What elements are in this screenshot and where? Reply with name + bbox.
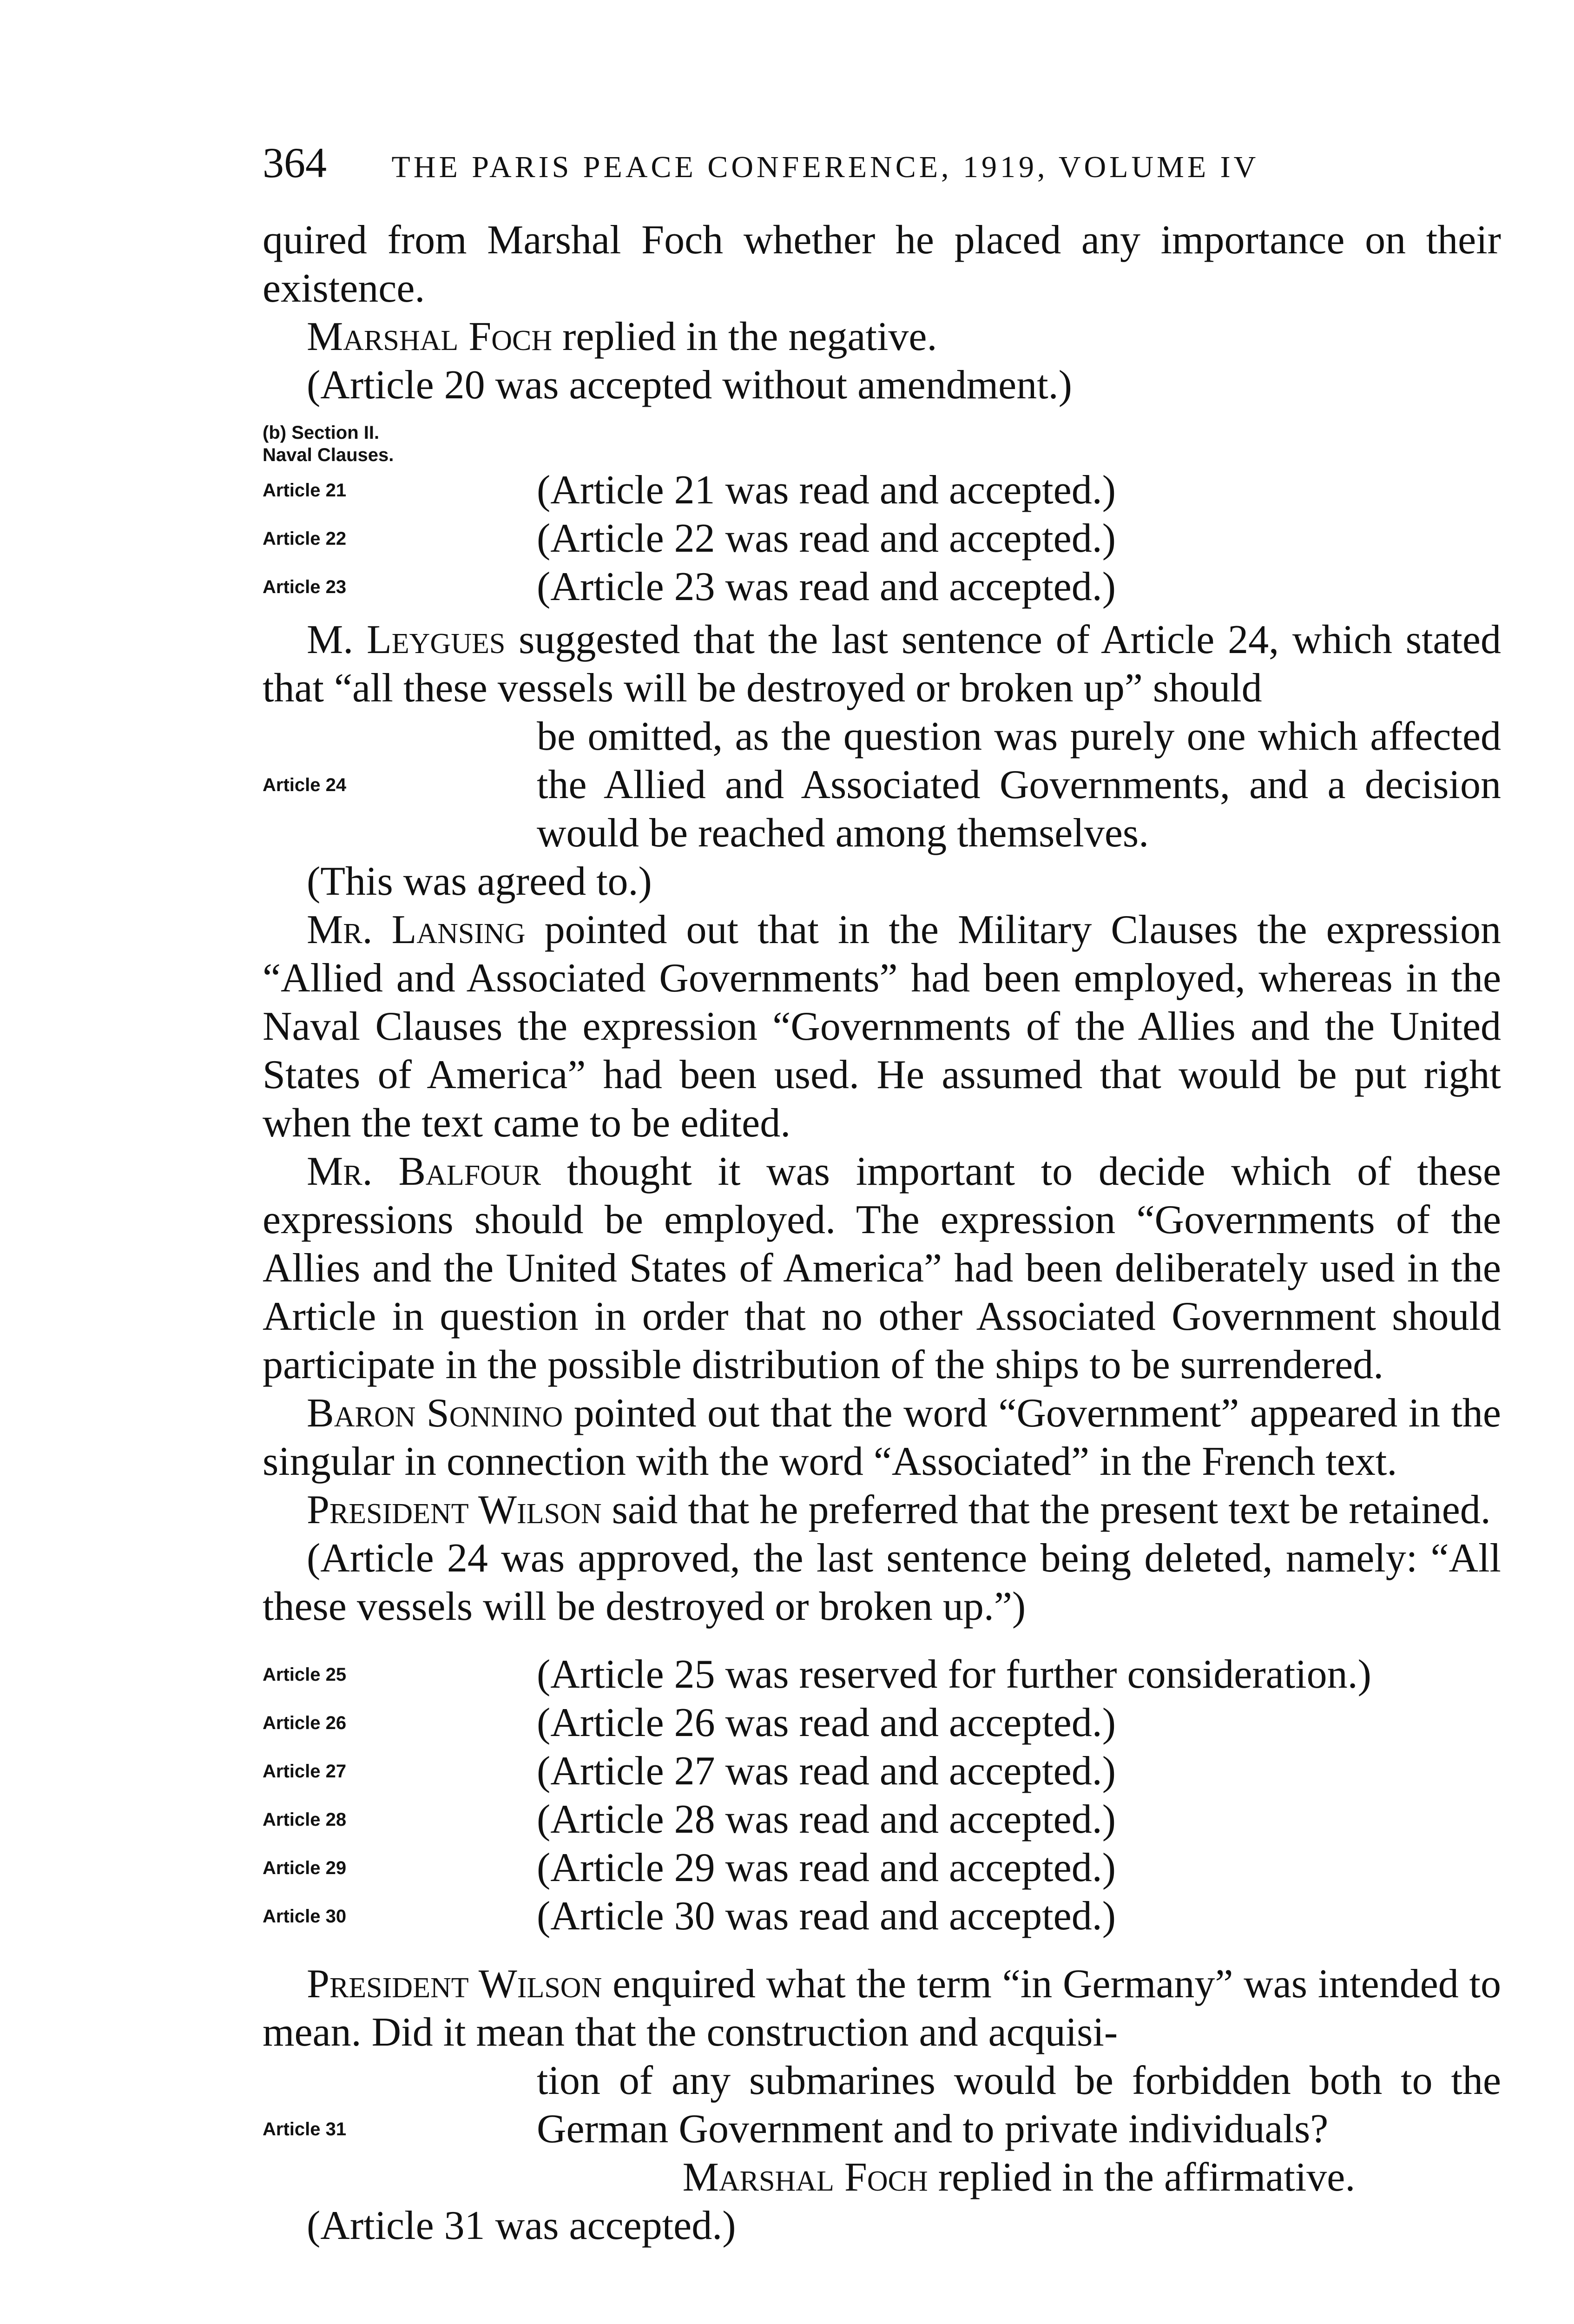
article-row bbox=[263, 515, 1501, 563]
margin-label: Article 28 bbox=[263, 1809, 347, 1830]
article-note: (Article 21 was read and accepted.) bbox=[537, 468, 1116, 513]
article-row bbox=[263, 1844, 1501, 1892]
speaker-name: Marshal Foch bbox=[307, 314, 553, 359]
paragraph-text-hanging: be omitted, as the question was purely one which affected the Allied and Associated Governments, and a decision would be reached among themselves. bbox=[537, 714, 1501, 856]
paragraph-text: pointed out that the word “Government” appeared in the singular in connection with the word “Associated” in the French text. bbox=[263, 1391, 1501, 1484]
paragraph-text-hanging: tion of any submarines would be forbidden both to the German Government and to private individuals? bbox=[537, 2058, 1501, 2152]
margin-label: Article 22 bbox=[263, 528, 347, 549]
margin-label: Article 23 bbox=[263, 577, 347, 597]
speaker-name: Mr. Lansing bbox=[307, 907, 526, 952]
margin-label: Article 25 bbox=[263, 1664, 347, 1685]
margin-label: Article 27 bbox=[263, 1761, 347, 1782]
article-row bbox=[263, 1699, 1501, 1747]
article-note: (Article 25 was reserved for further consideration.) bbox=[537, 1652, 1371, 1697]
paragraph-text: suggested that the last sentence of Article 24, which stated that “all these vessels will be destroyed or broken up” should bbox=[263, 617, 1501, 711]
speaker-name: Marshal Foch bbox=[682, 2155, 928, 2200]
speaker-name: M. Leygues bbox=[307, 617, 506, 662]
margin-label: Article 24 bbox=[263, 775, 347, 795]
paragraph-lansing bbox=[263, 906, 1501, 1148]
speaker-name: President Wilson bbox=[307, 1961, 602, 2007]
paragraph-article-24-approved: (Article 24 was approved, the last sentence being deleted, namely: “All these vessels will be destroyed or broken up.”) bbox=[263, 1536, 1501, 1629]
margin-label: Article 26 bbox=[263, 1713, 347, 1733]
speaker-name: President Wilson bbox=[307, 1487, 602, 1532]
paragraph-text: thought it was important to decide which of these expressions should be employed. The expression “Governments of the Allies and the United States of America” had been deliberately used in the Article in question in order that no other Associated Government should participate in the possible distribution of the ships to be surrendered. bbox=[263, 1149, 1502, 1387]
article-note: (Article 30 was read and accepted.) bbox=[537, 1894, 1116, 1939]
section-heading bbox=[263, 422, 1501, 466]
paragraph-continuation: quired from Marshal Foch whether he placed any importance on their existence. bbox=[263, 218, 1501, 311]
paragraph-foch-negative bbox=[263, 313, 1501, 361]
paragraph-text: replied in the negative. bbox=[552, 314, 937, 359]
paragraph-leygues bbox=[263, 616, 1501, 858]
margin-label: Article 30 bbox=[263, 1906, 347, 1927]
article-row bbox=[263, 1796, 1501, 1844]
article-note: (Article 23 was read and accepted.) bbox=[537, 564, 1116, 609]
article-row bbox=[263, 1747, 1501, 1796]
body-text bbox=[263, 216, 1501, 2250]
paragraph-article-31-accepted: (Article 31 was accepted.) bbox=[307, 2203, 736, 2248]
article-note: (Article 26 was read and accepted.) bbox=[537, 1700, 1116, 1745]
article-note: (Article 29 was read and accepted.) bbox=[537, 1845, 1116, 1890]
speaker-name: Mr. Balfour bbox=[307, 1149, 541, 1194]
article-list bbox=[263, 1651, 1501, 1941]
running-title: THE PARIS PEACE CONFERENCE, 1919, VOLUME IV bbox=[391, 150, 1259, 184]
article-list bbox=[263, 466, 1501, 611]
paragraph-balfour bbox=[263, 1148, 1501, 1389]
section-heading-line: (b) Section II. bbox=[263, 423, 380, 443]
paragraph-text: pointed out that in the Military Clauses the expression “Allied and Associated Governments” had been employed, whereas in the Naval Clauses the expression “Governments of the Allies and the United States of America” had been used. He assumed that would be put right when the text came to be edited. bbox=[263, 907, 1501, 1146]
margin-label: Article 29 bbox=[263, 1858, 347, 1878]
page-number: 364 bbox=[263, 139, 327, 186]
article-row bbox=[263, 563, 1501, 611]
article-row bbox=[263, 1892, 1501, 1941]
paragraph-sonnino bbox=[263, 1389, 1501, 1486]
article-note: (Article 22 was read and accepted.) bbox=[537, 516, 1116, 561]
paragraph-agreed: (This was agreed to.) bbox=[307, 859, 652, 904]
section-heading-line: Naval Clauses. bbox=[263, 445, 394, 465]
paragraph-wilson-germany bbox=[263, 1960, 1501, 2153]
paragraph-article-20: (Article 20 was accepted without amendment.) bbox=[307, 363, 1072, 408]
margin-label: Article 31 bbox=[263, 2119, 347, 2139]
article-row bbox=[263, 466, 1501, 515]
paragraph-text: replied in the affirmative. bbox=[928, 2155, 1356, 2200]
paragraph-wilson-retained bbox=[263, 1486, 1501, 1534]
speaker-name: Baron Sonnino bbox=[307, 1391, 563, 1436]
paragraph-text: enquired what the term “in Germany” was intended to mean. Did it mean that the construction and acquisi- bbox=[263, 1961, 1501, 2055]
article-note: (Article 28 was read and accepted.) bbox=[537, 1797, 1116, 1842]
margin-label: Article 21 bbox=[263, 480, 347, 501]
article-row bbox=[263, 1651, 1501, 1699]
paragraph-foch-affirmative bbox=[263, 2153, 1501, 2202]
article-note: (Article 27 was read and accepted.) bbox=[537, 1749, 1116, 1794]
running-header bbox=[263, 137, 1489, 193]
paragraph-text: said that he preferred that the present text be retained. bbox=[601, 1487, 1491, 1532]
